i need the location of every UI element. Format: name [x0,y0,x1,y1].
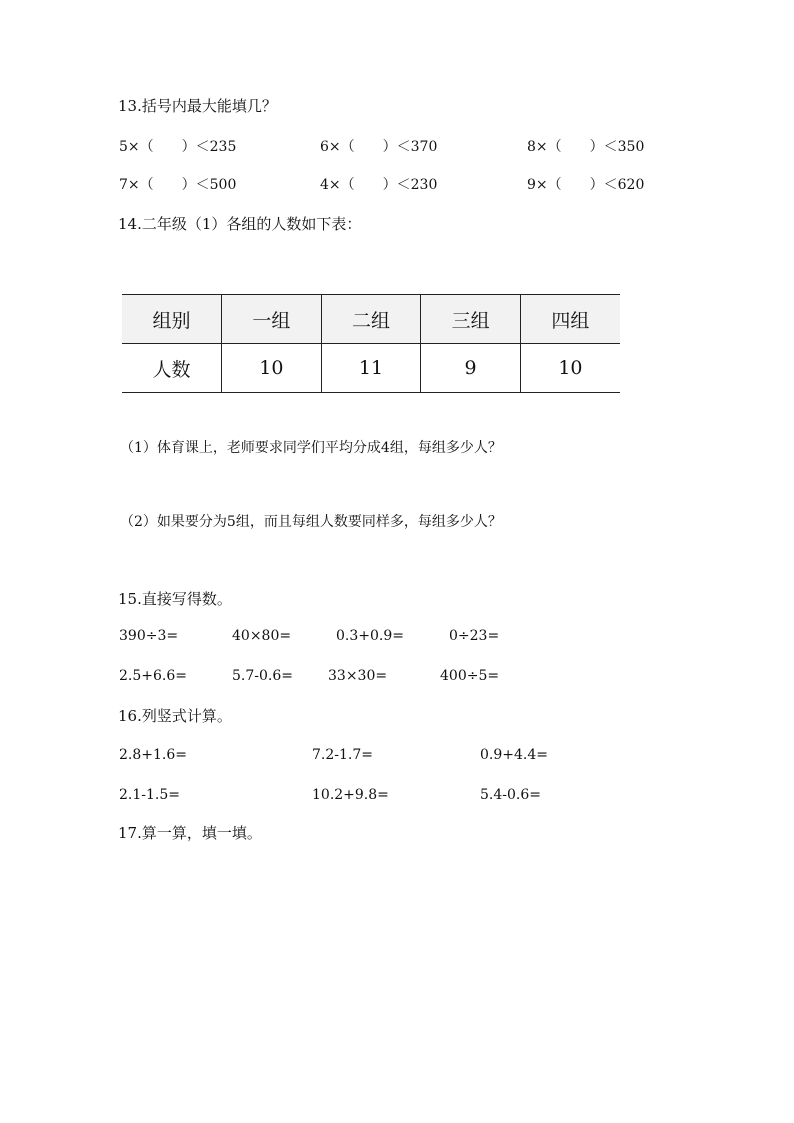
q15-item: 33×30= [328,668,388,684]
q13-item: 7×（ ）＜500 [119,177,237,193]
q15-title: 15.直接写得数。 [118,590,232,608]
q13-item: 6×（ ）＜370 [320,139,438,155]
table-header-row [122,295,620,344]
table-header-cell: 二组 [321,295,421,344]
q13-item: 5×（ ）＜235 [119,139,237,155]
q13-item: 8×（ ）＜350 [527,139,645,155]
table-header-cell: 一组 [222,295,322,344]
q15-item: 40×80= [232,628,292,644]
q15-item: 0.3+0.9= [336,628,404,644]
q15-item: 0÷23= [449,628,500,644]
q14-subquestion-2: （2）如果要分为5组，而且每组人数要同样多，每组多少人？ [120,514,502,530]
q15-item: 2.5+6.6= [119,668,187,684]
q15-item: 5.7-0.6= [232,668,293,684]
q14-title: 14.二年级（1）各组的人数如下表： [118,215,362,233]
table-row [122,344,620,393]
q13-item: 9×（ ）＜620 [527,177,645,193]
q16-item: 5.4-0.6= [480,787,541,803]
table-cell: 11 [321,344,421,393]
q15-item: 400÷5= [440,668,500,684]
table-cell: 10 [520,344,620,393]
table-cell: 10 [222,344,322,393]
table-header-cell: 组别 [122,295,222,344]
q16-item: 7.2-1.7= [312,747,373,763]
q17-title: 17.算一算，填一填。 [118,824,262,842]
table-header-cell: 三组 [421,295,521,344]
q16-item: 2.8+1.6= [119,747,187,763]
q14-subquestion-1: （1）体育课上，老师要求同学们平均分成4组，每组多少人？ [120,440,502,456]
table-cell: 9 [421,344,521,393]
q16-item: 10.2+9.8= [312,787,389,803]
group-count-table [122,294,620,393]
q15-item: 390÷3= [119,628,179,644]
q16-item: 2.1-1.5= [119,787,180,803]
table-header-cell: 四组 [520,295,620,344]
q16-title: 16.列竖式计算。 [118,707,232,725]
q13-item: 4×（ ）＜230 [320,177,438,193]
q16-item: 0.9+4.4= [480,747,548,763]
table-row-label: 人数 [122,344,222,393]
q13-title: 13.括号内最大能填几？ [118,97,277,115]
